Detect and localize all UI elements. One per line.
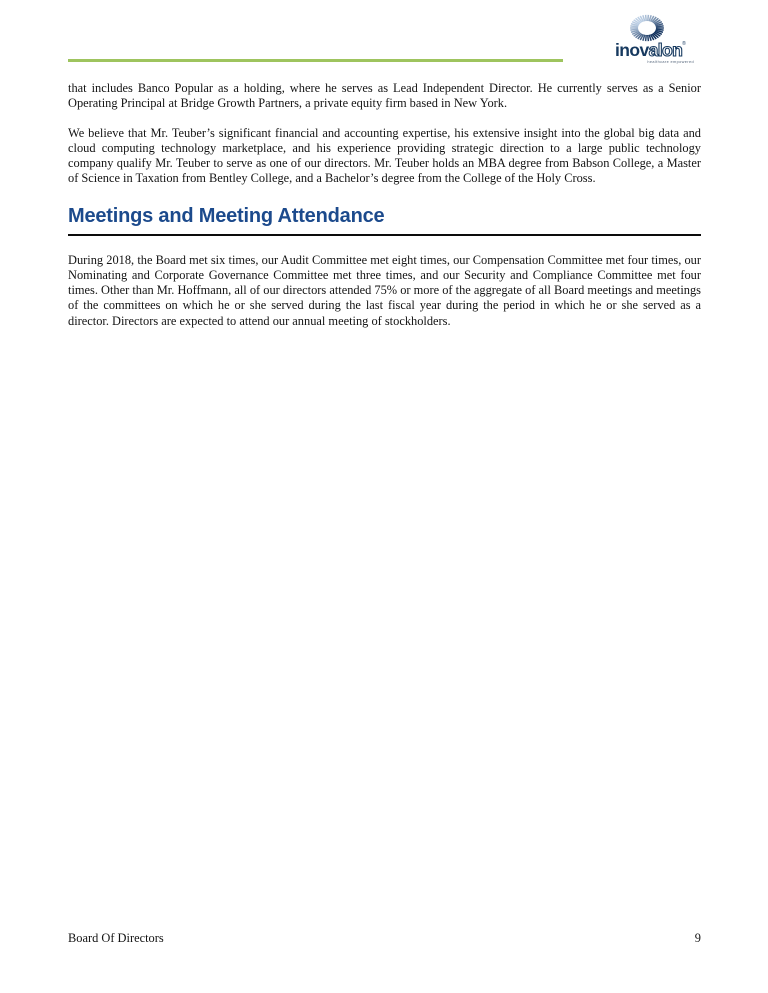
logo-text-bold: inov [615,40,649,60]
registered-mark: ® [682,41,686,47]
footer-page-number: 9 [694,931,701,945]
logo-wordmark [615,42,710,60]
header-rule [68,59,563,62]
page-footer [68,931,701,946]
section-heading: Meetings and Meeting Attendance [68,204,385,227]
heading-rule [68,234,701,237]
footer-section-label: Board Of Directors [68,931,164,945]
page-content [68,81,701,329]
paragraph-meeting-attendance: During 2018, the Board met six times, our Audit Committee met eight times, our Compensation Committee met four times, our Nominating and Corporate Governance Committee met three times, and our Security and Compliance Committee met four times. Other than Mr. Hoffmann, all of our directors attended 75% or more of the aggregate of all Board meetings and meetings of the committees on which he or she served during the last fiscal year during the period in which he or she served as a director. Directors are expected to attend our annual meeting of stockholders. [68,253,701,328]
logo-tagline: healthcare empowered [647,59,694,64]
logo-text-light: alon [648,40,683,60]
paragraph-teuber-roles: that includes Banco Popular as a holding, where he serves as Lead Independent Director. He currently serves as a Senior Operating Principal at Bridge Growth Partners, a private equity firm based in New York. [68,81,701,111]
inovalon-logo [615,11,710,64]
paragraph-teuber-qualifications: We believe that Mr. Teuber’s significant financial and accounting expertise, his extensive insight into the global big data and cloud computing technology marketplace, and his experience providing strategic direction to a large public technology company qualify Mr. Teuber to serve as one of our directors. Mr. Teuber holds an MBA degree from Babson College, a Master of Science in Taxation from Bentley College, and a Bachelor’s degree from the College of the Holy Cross. [68,126,701,186]
